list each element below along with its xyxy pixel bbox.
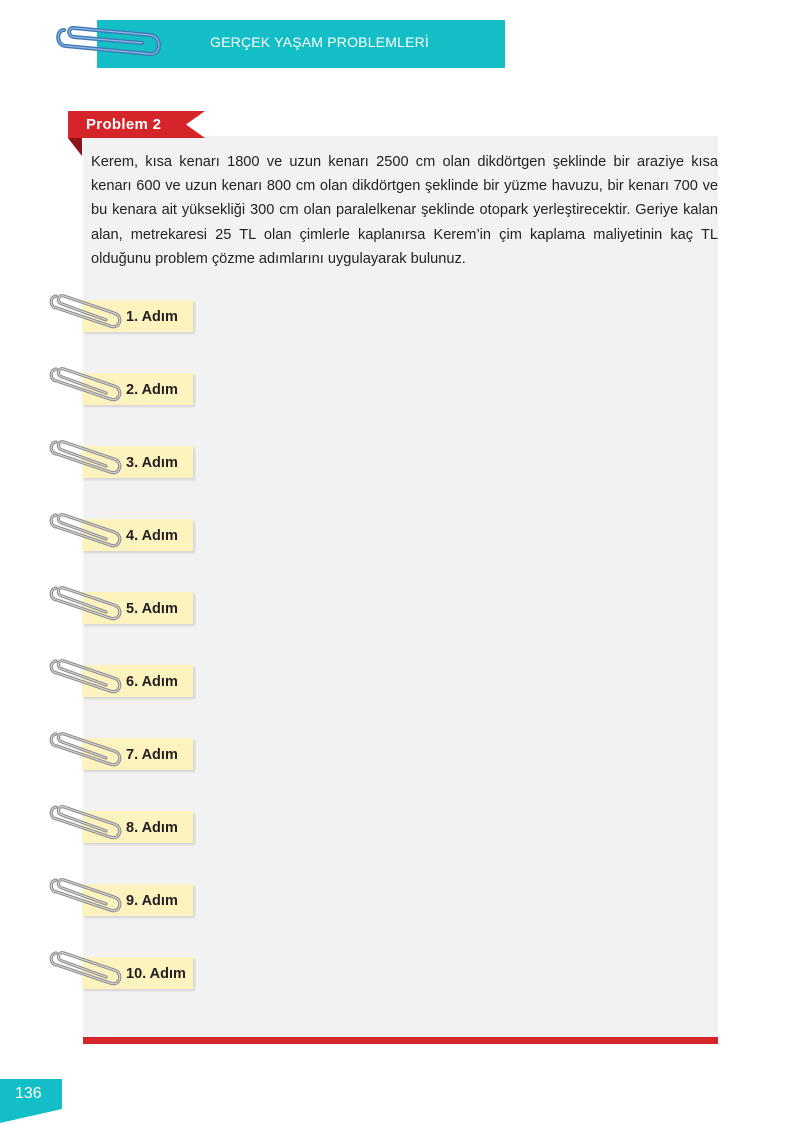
- step-item: [48, 799, 208, 849]
- step-label: 5. Adım: [126, 601, 178, 617]
- problem-label: Problem 2: [86, 116, 162, 133]
- paperclip-icon: [54, 16, 164, 66]
- paperclip-icon: [48, 799, 123, 847]
- paperclip-icon: [48, 872, 123, 920]
- paperclip-icon: [48, 434, 123, 482]
- step-label: 10. Adım: [126, 966, 186, 982]
- step-item: [48, 653, 208, 703]
- problem-statement: Kerem, kısa kenarı 1800 ve uzun kenarı 2500 cm olan dikdörtgen şeklinde bir araziye kısa kenarı 600 ve uzun kenarı 800 cm olan dikdörtgen şeklinde bir yüzme havuzu, bir kenarı 700 ve bu kenara ait yüksekliği 300 cm olan paralelkenar şeklinde otopark yerleştirecektir. Geriye kalan alan, metrekaresi 25 TL olan çimlerle kaplanırsa Kerem’in çim kaplama maliyetinin kaç TL olduğunu problem çözme adımlarını uygulayarak bulunuz.: [91, 154, 718, 267]
- step-item: [48, 726, 208, 776]
- page-number: 136: [15, 1085, 42, 1102]
- step-item: [48, 288, 208, 338]
- step-item: [48, 434, 208, 484]
- step-item: [48, 507, 208, 557]
- step-item: [48, 872, 208, 922]
- step-label: 4. Adım: [126, 528, 178, 544]
- paperclip-icon: [48, 726, 123, 774]
- step-label: 3. Adım: [126, 455, 178, 471]
- step-label: 8. Adım: [126, 820, 178, 836]
- step-label: 7. Adım: [126, 747, 178, 763]
- step-item: [48, 945, 208, 995]
- step-label: 9. Adım: [126, 893, 178, 909]
- paperclip-icon: [48, 945, 123, 993]
- step-item: [48, 361, 208, 411]
- step-label: 2. Adım: [126, 382, 178, 398]
- paperclip-icon: [48, 653, 123, 701]
- paperclip-icon: [48, 507, 123, 555]
- section-title: GERÇEK YAŞAM PROBLEMLERİ: [210, 34, 430, 50]
- step-label: 1. Adım: [126, 309, 178, 325]
- paperclip-icon: [48, 580, 123, 628]
- paperclip-icon: [48, 361, 123, 409]
- step-item: [48, 580, 208, 630]
- step-label: 6. Adım: [126, 674, 178, 690]
- panel-bottom-rule: [83, 1037, 718, 1044]
- paperclip-icon: [48, 288, 123, 336]
